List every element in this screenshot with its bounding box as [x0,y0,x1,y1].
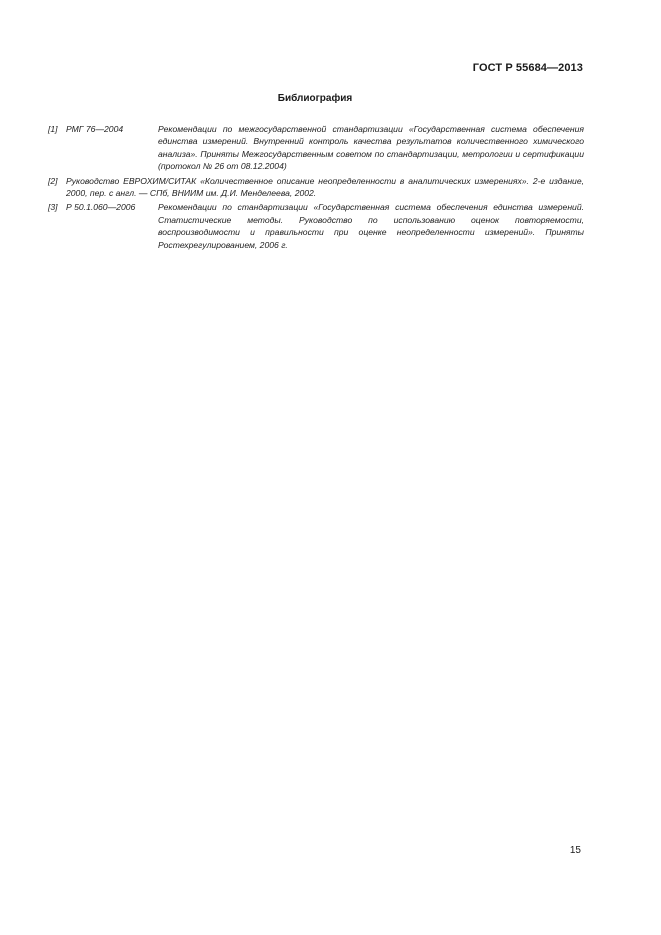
section-title: Библиография [277,93,353,104]
entry-text: Рекомендации по стандартизации «Государственная система обеспечения единства измерений. Статистические методы. Руководство по использованию оценок повторяемости, воспроизводимости и правильности при оценке неопределенности измерений». Приняты Ростехрегулированием, 2006 г. [158,202,584,250]
bibliography-list [48,123,584,253]
entry-code: Р 50.1.060—2006 [66,202,136,213]
entry-number: [3] [48,202,58,213]
bibliography-entry [48,201,584,251]
bibliography-entry [48,175,584,200]
entry-text: Руководство ЕВРОХИМ/СИТАК «Количественное описание неопределенности в аналитических измерениях». 2-е издание, 2000, пер. с англ. — СПб, ВНИИМ им. Д.И. Менделеева, 2002. [66,175,584,199]
page-number: 15 [569,845,581,856]
entry-number: [2] [48,175,58,186]
bibliography-entry [48,123,584,173]
entry-text: Рекомендации по межгосударственной стандартизации «Государственная система обеспечения единства измерений. Внутренний контроль качества результатов количественного химического анализа». Приняты Межгосударственным советом по стандартизации, метрологии и сертификации (протокол № 26 от 08.12.2004) [158,124,584,172]
document-code: ГОСТ Р 55684—2013 [472,62,583,74]
entry-number: [1] [48,124,58,134]
entry-code: РМГ 76—2004 [66,124,124,134]
